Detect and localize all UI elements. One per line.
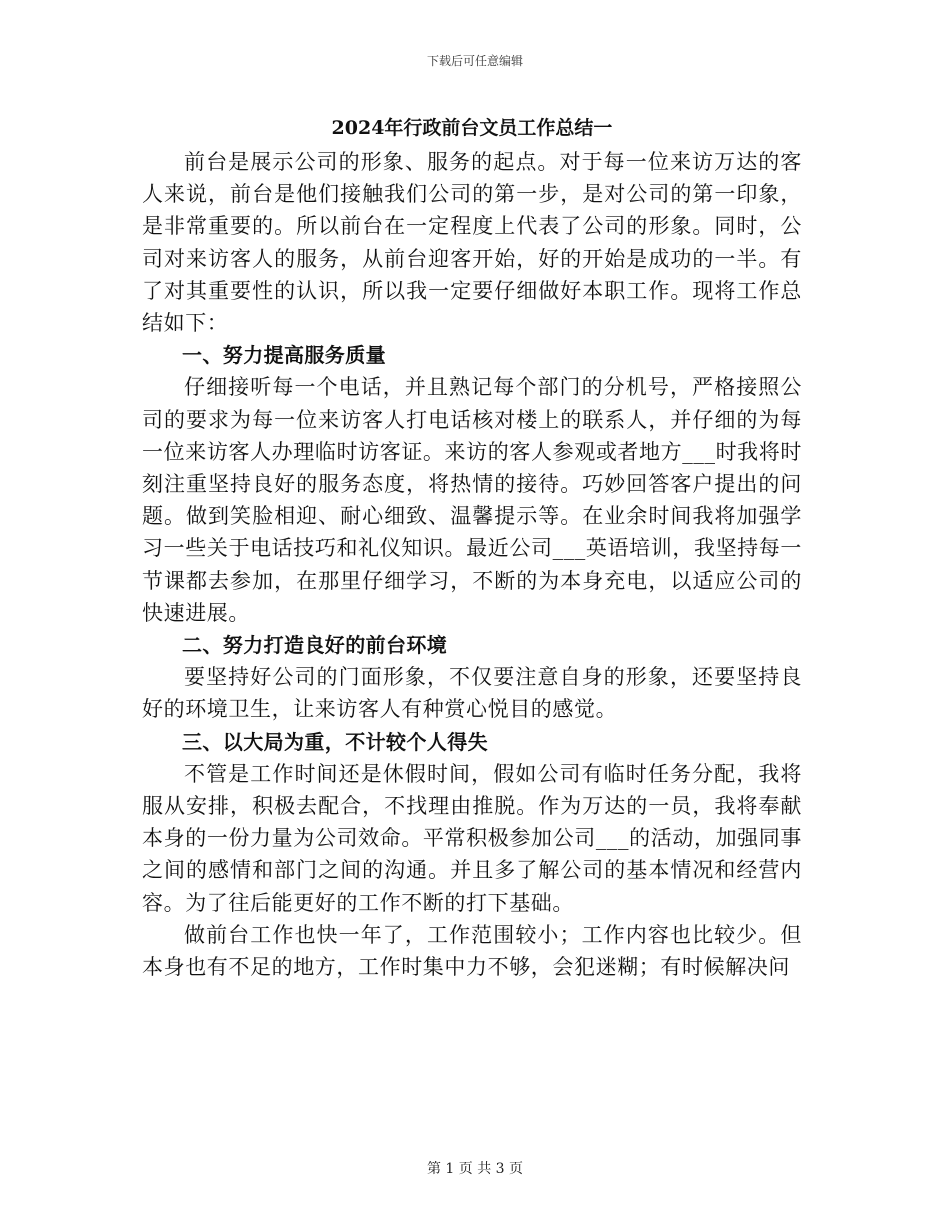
section-body-3: 不管是工作时间还是休假时间，假如公司有临时任务分配，我将服从安排，积极去配合，不找理由推脱。作为万达的一员，我将奉献本身的一份力量为公司效命。平常积极参加公司___的活动，加强同事之间的感情和部门之间的沟通。并且多了解公司的基本情况和经营内容。为了往后能更好的工作不断的打下基础。: [142, 761, 802, 915]
section-body-2: 要坚持好公司的门面形象，不仅要注意自身的形象，还要坚持良好的环境卫生，让来访客人有种赏心悦目的感觉。: [142, 665, 802, 722]
section-body-1: 仔细接听每一个电话，并且熟记每个部门的分机号，严格接照公司的要求为每一位来访客人打电话核对楼上的联系人，并仔细的为每一位来访客人办理临时访客证。来访的客人参观或者地方___时我将时刻注重坚持良好的服务态度，将热情的接待。巧妙回答客户提出的问题。做到笑脸相迎、耐心细致、温馨提示等。在业余时间我将加强学习一些关于电话技巧和礼仪知识。最近公司___英语培训，我坚持每一节课都去参加，在那里仔细学习，不断的为本身充电，以适应公司的快速进展。: [142, 375, 802, 625]
section-heading-1: 一、努力提高服务质量: [182, 343, 386, 368]
page-header-note: 下载后可任意编辑: [426, 54, 523, 68]
document-body: [142, 112, 802, 983]
closing-paragraph: 做前台工作也快一年了，工作范围较小；工作内容也比较少。但本身也有不足的地方，工作时集中力不够，会犯迷糊；有时候解决问: [142, 922, 802, 980]
intro-paragraph: 前台是展示公司的形象、服务的起点。对于每一位来访万达的客人来说，前台是他们接触我们公司的第一步，是对公司的第一印象，是非常重要的。所以前台在一定程度上代表了公司的形象。同时，公司对来访客人的服务，从前台迎客开始，好的开始是成功的一半。有了对其重要性的认识，所以我一定要仔细做好本职工作。现将工作总结如下：: [142, 150, 802, 336]
page-number: 第 1 页 共 3 页: [426, 1161, 524, 1177]
section-heading-2: 二、努力打造良好的前台环境: [182, 633, 448, 658]
section-heading-3: 三、以大局为重，不计较个人得失: [182, 729, 488, 754]
document-title: 2024年行政前台文员工作总结一: [331, 117, 613, 139]
